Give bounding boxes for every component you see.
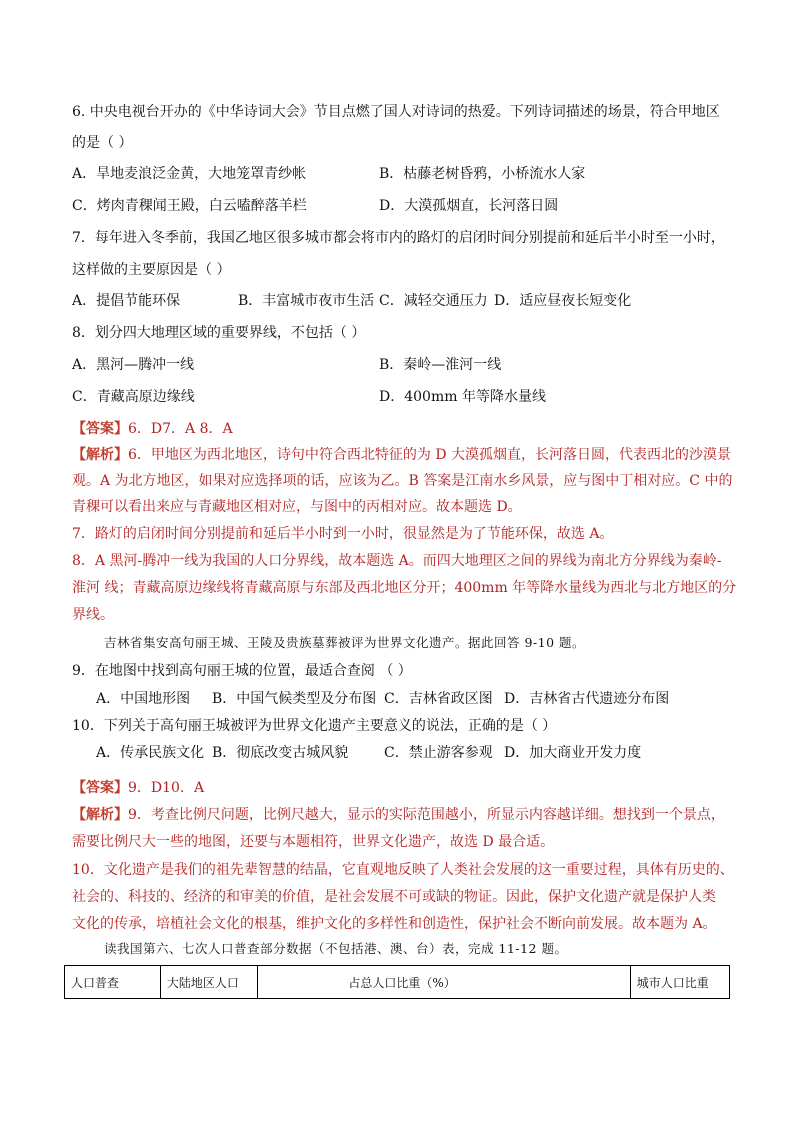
- q8-option-a: A．黑河—腾冲一线: [72, 357, 195, 373]
- passage-note-11-12: 读我国第六、七次人口普查部分数据（不包括港、澳、台）表，完成 11-12 题。: [104, 941, 568, 956]
- answer-9-10: [72, 778, 204, 798]
- explanation-9-10-line1: [72, 805, 725, 825]
- answer-label: 【答案】: [72, 421, 128, 437]
- answer-6-8: [72, 419, 233, 439]
- q7-option-d: D．适应昼夜长短变化: [494, 293, 632, 309]
- answer-label: 【答案】: [72, 780, 128, 796]
- q9-option-b: B．中国气候类型及分布图: [212, 691, 377, 707]
- explanation-label: 【解析】: [72, 447, 128, 463]
- passage-note-9-10: 吉林省集安高句丽王城、王陵及贵族墓葬被评为世界文化遗产。据此回答 9-10 题。: [104, 635, 586, 650]
- explanation-9-10-line2: 需要比例尺大一些的地图，还要与本题相符，世界文化遗产，故选 D 最合适。: [72, 834, 555, 850]
- q7-option-b: B．丰富城市夜市生活: [238, 293, 375, 309]
- explanation-6-8-line2: 观。A 为北方地区，如果对应选择项的话，应该为乙。B 答案是江南水乡风景，应与图中丁相对应。C 中的: [72, 473, 733, 489]
- q9-stem: 9．在地图中找到高句丽王城的位置，最适合查阅 （ ）: [72, 663, 412, 679]
- explanation-text: 6．甲地区为西北地区，诗句中符合西北特征的为 D 大漠孤烟直，长河落日圆，代表西北的沙漠景: [128, 447, 732, 463]
- q8-option-c: C．青藏高原边缘线: [72, 389, 195, 405]
- explanation-6-8-line7: 界线。: [72, 607, 114, 623]
- table-header-cell: 城市人口比重: [630, 966, 729, 999]
- q6-option-a: A．旱地麦浪泛金黄，大地笼罩青纱帐: [72, 166, 307, 182]
- explanation-9-10-line4: 社会的、科技的、经济的和审美的价值，是社会发展不可或缺的物证。因此，保护文化遗产就是保护人类: [72, 889, 716, 905]
- explanation-6-8-line3: 青稞可以看出来应与青藏地区相对应，与图中的丙相对应。故本题选 D。: [72, 499, 522, 515]
- q10-option-c: C．禁止游客参观: [384, 745, 493, 761]
- q6-option-c: C．烤肉青稞闻王殿，白云嗑醉落羊栏: [72, 198, 307, 214]
- q10-stem: 10．下列关于高句丽王城被评为世界文化遗产主要意义的说法，正确的是（ ）: [72, 718, 557, 734]
- explanation-6-8-line4: 7．路灯的启闭时间分别提前和延后半小时到一小时，很显然是为了节能环保，故选 A。: [72, 526, 614, 542]
- q7-option-a: A．提倡节能环保: [72, 293, 181, 309]
- q9-option-d: D．吉林省古代遗迹分布图: [504, 691, 670, 707]
- table-header-cell: 大陆地区人口: [160, 966, 258, 999]
- explanation-9-10-line5: 文化的传承，培植社会文化的根基，维护文化的多样性和创造性，保护社会不断向前发展。故本题为 A。: [72, 916, 717, 932]
- q10-option-b: B．彻底改变古城风貌: [212, 745, 349, 761]
- q8-option-d: D．400mm 年等降水量线: [379, 389, 546, 405]
- answer-text: 9．D10．A: [128, 780, 205, 796]
- answer-text: 6．D7．A 8．A: [128, 421, 233, 437]
- table-header-cell: 占总人口比重（%）: [258, 966, 630, 999]
- explanation-6-8-line5: 8．A 黑河-腾冲一线为我国的人口分界线，故本题选 A。而四大地理区之间的界线为南北方分界线为秦岭-: [72, 553, 722, 569]
- explanation-9-10-line3: 10．文化遗产是我们的祖先辈智慧的结晶，它直观地反映了人类社会发展的这一重要过程，具体有历史的、: [72, 862, 734, 878]
- q9-option-c: C．吉林省政区图: [384, 691, 493, 707]
- q7-stem-line2: 这样做的主要原因是（ ）: [72, 262, 231, 278]
- table-header-row: [65, 966, 730, 999]
- q6-option-d: D．大漠孤烟直，长河落日圆: [379, 198, 559, 214]
- q6-option-b: B．枯藤老树昏鸦，小桥流水人家: [379, 166, 586, 182]
- q7-stem-line1: 7．每年进入冬季前，我国乙地区很多城市都会将市内的路灯的启闭时间分别提前和延后半小时至一小时，: [72, 230, 725, 246]
- explanation-6-8-line1: [72, 445, 731, 465]
- q8-stem: 8．划分四大地理区域的重要界线，不包括（ ）: [72, 325, 366, 341]
- census-table: [64, 965, 730, 999]
- explanation-6-8-line6: 淮河 线；青藏高原边缘线将青藏高原与东部及西北地区分开；400mm 年等降水量线为西北与北方地区的分: [72, 580, 737, 596]
- q10-option-a: A．传承民族文化: [96, 745, 205, 761]
- q7-option-c: C．减轻交通压力: [379, 293, 488, 309]
- explanation-label: 【解析】: [72, 807, 128, 823]
- q10-option-d: D．加大商业开发力度: [504, 745, 642, 761]
- table-header-cell: 人口普查: [65, 966, 161, 999]
- q8-option-b: B．秦岭—淮河一线: [379, 357, 502, 373]
- explanation-text: 9．考查比例尺问题，比例尺越大，显示的实际范围越小，所显示内容越详细。想找到一个景点，: [128, 807, 725, 823]
- q6-stem-line2: 的是（ ）: [72, 135, 133, 151]
- q6-stem-line1: 6. 中央电视台开办的《中华诗词大会》节目点燃了国人对诗词的热爱。下列诗词描述的场景，符合甲地区: [72, 104, 720, 120]
- q9-option-a: A．中国地形图: [96, 691, 191, 707]
